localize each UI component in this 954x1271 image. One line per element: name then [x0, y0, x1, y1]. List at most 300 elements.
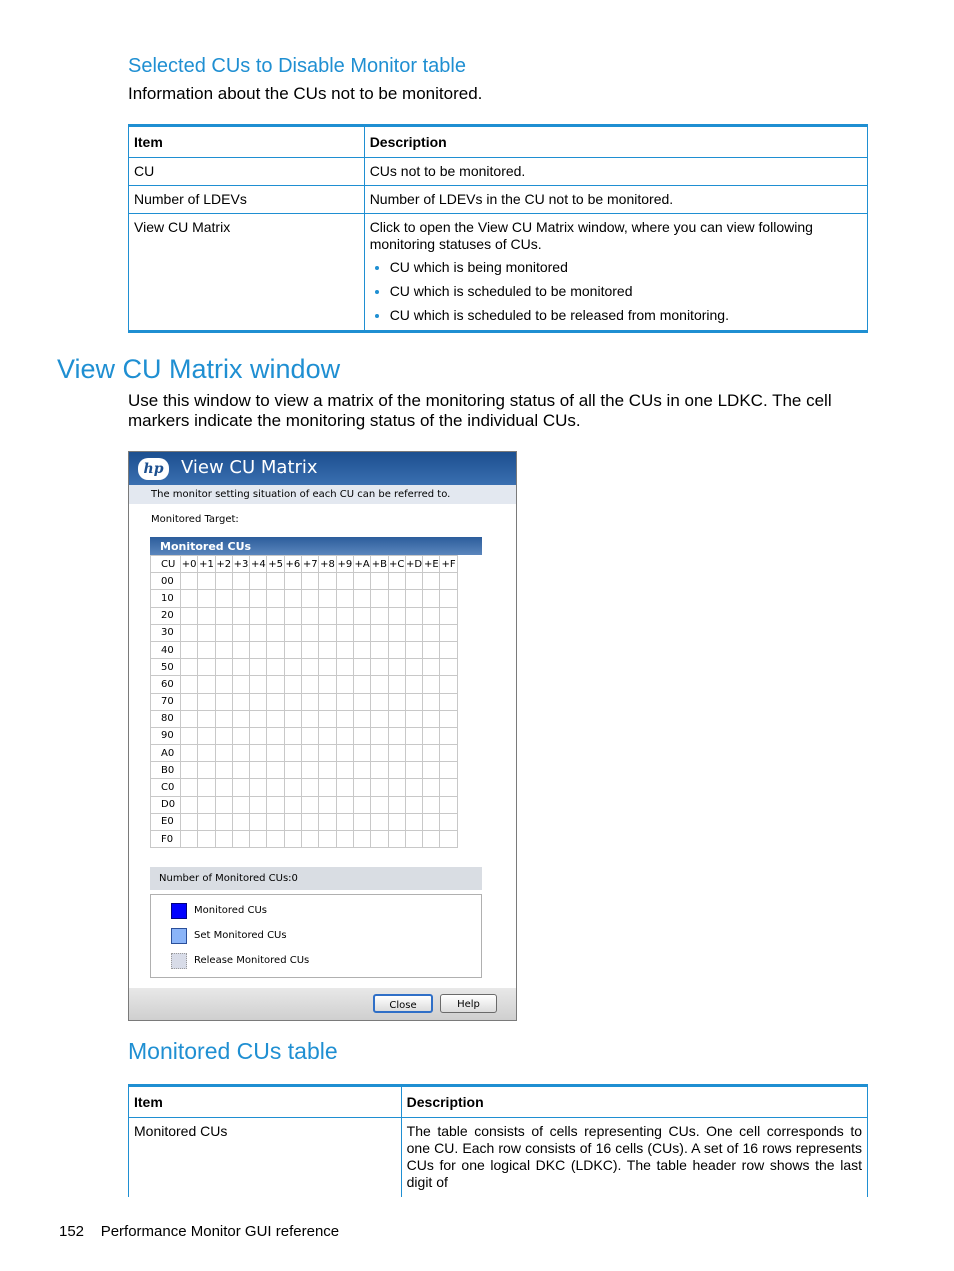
- table-row: [129, 214, 868, 332]
- cu-cell: [319, 796, 336, 813]
- cu-cell: [423, 641, 440, 658]
- grid-row: [151, 659, 458, 676]
- cu-cell: [423, 659, 440, 676]
- cu-cell: [405, 693, 422, 710]
- cu-cell: [440, 762, 457, 779]
- cu-cell: [388, 659, 405, 676]
- cu-cell: [284, 779, 301, 796]
- legend-label: Release Monitored CUs: [194, 955, 310, 966]
- cu-cell: [181, 573, 198, 590]
- cu-cell: [319, 831, 336, 848]
- cu-cell: [319, 727, 336, 744]
- cell-description: [364, 214, 867, 332]
- cu-cell: [388, 831, 405, 848]
- cu-cell: [353, 573, 370, 590]
- grid-column-header: +8: [319, 556, 336, 573]
- list-item: • CU which is being monitored: [390, 259, 862, 276]
- grid-row-label: D0: [151, 796, 181, 813]
- cu-cell: [405, 676, 422, 693]
- cell-item: Monitored CUs: [129, 1118, 402, 1198]
- cu-cell: [232, 813, 249, 830]
- cu-cell: [388, 745, 405, 762]
- cu-cell: [215, 590, 232, 607]
- section-heading-monitored-cus-table: Monitored CUs table: [128, 1038, 338, 1064]
- close-button[interactable]: Close: [373, 994, 433, 1013]
- cu-cell: [353, 624, 370, 641]
- cu-cell: [405, 607, 422, 624]
- grid-row-label: 50: [151, 659, 181, 676]
- grid-row-label: 20: [151, 607, 181, 624]
- cu-cell: [181, 779, 198, 796]
- grid-column-header: +1: [198, 556, 215, 573]
- cu-cell: [319, 745, 336, 762]
- grid-row: [151, 676, 458, 693]
- cu-cell: [215, 813, 232, 830]
- legend-item: [171, 903, 267, 919]
- window-title-bar: [129, 452, 516, 485]
- cu-cell: [302, 762, 319, 779]
- grid-row: [151, 710, 458, 727]
- cu-cell: [181, 624, 198, 641]
- cu-cell: [405, 779, 422, 796]
- window-subtitle: [129, 485, 516, 504]
- grid-column-header: +7: [302, 556, 319, 573]
- cu-cell: [284, 745, 301, 762]
- grid-row-label: C0: [151, 779, 181, 796]
- cu-cell: [215, 641, 232, 658]
- grid-row-label: 80: [151, 710, 181, 727]
- grid-row: [151, 745, 458, 762]
- cu-cell: [302, 831, 319, 848]
- cu-cell: [423, 624, 440, 641]
- cu-cell: [336, 796, 353, 813]
- grid-header-row: [151, 556, 458, 573]
- cu-cell: [405, 762, 422, 779]
- cu-cell: [250, 590, 267, 607]
- cu-cell: [371, 693, 388, 710]
- cu-cell: [336, 676, 353, 693]
- cu-cell: [232, 727, 249, 744]
- cu-cell: [336, 813, 353, 830]
- cu-cell: [405, 745, 422, 762]
- cu-cell: [232, 624, 249, 641]
- grid-column-header: +2: [215, 556, 232, 573]
- cu-cell: [215, 693, 232, 710]
- cu-cell: [440, 641, 457, 658]
- cu-cell: [215, 710, 232, 727]
- view-cu-matrix-window: [128, 451, 517, 1021]
- cu-cell: [371, 641, 388, 658]
- cu-cell: [267, 779, 284, 796]
- monitored-target-label: Monitored Target:: [151, 514, 239, 525]
- cu-cell: [267, 710, 284, 727]
- cu-cell: [336, 590, 353, 607]
- cu-cell: [440, 813, 457, 830]
- cu-cell: [405, 624, 422, 641]
- section-heading-view-cu-matrix: View CU Matrix window: [57, 354, 341, 384]
- cu-cell: [232, 796, 249, 813]
- cu-cell: [319, 641, 336, 658]
- cu-cell: [250, 607, 267, 624]
- grid-row-label: 70: [151, 693, 181, 710]
- cu-cell: [371, 727, 388, 744]
- grid-row-label: 90: [151, 727, 181, 744]
- cu-cell: [250, 745, 267, 762]
- legend: [150, 894, 482, 978]
- cu-cell: [267, 745, 284, 762]
- cu-cell: [232, 745, 249, 762]
- grid-corner-label: CU: [151, 556, 181, 573]
- cu-cell: [181, 693, 198, 710]
- grid-row: [151, 831, 458, 848]
- cu-cell: [215, 573, 232, 590]
- cu-cell: [405, 590, 422, 607]
- cu-cell: [353, 831, 370, 848]
- cu-cell: [423, 727, 440, 744]
- cu-cell: [371, 659, 388, 676]
- cu-cell: [198, 727, 215, 744]
- cu-cell: [336, 659, 353, 676]
- legend-label: Monitored CUs: [194, 905, 267, 916]
- grid-row-label: 10: [151, 590, 181, 607]
- cu-cell: [232, 676, 249, 693]
- cu-cell: [198, 813, 215, 830]
- monitored-cus-table: [128, 1084, 868, 1197]
- cu-cell: [302, 573, 319, 590]
- cu-cell: [423, 573, 440, 590]
- cu-cell: [371, 710, 388, 727]
- grid-column-header: +0: [181, 556, 198, 573]
- cu-cell: [232, 762, 249, 779]
- cu-cell: [215, 676, 232, 693]
- table-row: [129, 158, 868, 186]
- cu-cell: [353, 745, 370, 762]
- grid-row-label: 60: [151, 676, 181, 693]
- header-item: Item: [129, 1086, 402, 1118]
- cu-cell: [353, 659, 370, 676]
- grid-row-label: B0: [151, 762, 181, 779]
- grid-row: [151, 762, 458, 779]
- subtitle-text: The monitor setting situation of each CU can be referred to.: [151, 489, 451, 500]
- cu-cell: [232, 710, 249, 727]
- cu-cell: [423, 762, 440, 779]
- cu-cell: [198, 796, 215, 813]
- cu-cell: [284, 573, 301, 590]
- grid-column-header: +4: [250, 556, 267, 573]
- cu-cell: [371, 779, 388, 796]
- cu-cell: [267, 607, 284, 624]
- cu-cell: [198, 831, 215, 848]
- cu-cell: [388, 813, 405, 830]
- cu-cell: [336, 745, 353, 762]
- cu-cell: [371, 796, 388, 813]
- cu-cell: [250, 693, 267, 710]
- cu-cell: [388, 641, 405, 658]
- cu-cell: [250, 762, 267, 779]
- cu-cell: [319, 624, 336, 641]
- cu-cell: [336, 641, 353, 658]
- legend-label: Set Monitored CUs: [194, 930, 287, 941]
- legend-item: [171, 953, 310, 969]
- cu-cell: [181, 710, 198, 727]
- cu-cell: [198, 745, 215, 762]
- grid-row: [151, 607, 458, 624]
- cu-cell: [250, 624, 267, 641]
- cu-cell: [319, 573, 336, 590]
- grid-row: [151, 693, 458, 710]
- cu-cell: [232, 659, 249, 676]
- grid-column-header: +3: [232, 556, 249, 573]
- monitored-cus-panel-title: Monitored CUs: [150, 537, 482, 555]
- cu-cell: [353, 693, 370, 710]
- status-list: [370, 259, 862, 324]
- cu-cell: [302, 693, 319, 710]
- cu-cell: [302, 624, 319, 641]
- cu-cell: [371, 590, 388, 607]
- grid-row-label: 40: [151, 641, 181, 658]
- list-item: • CU which is scheduled to be released from monitoring.: [390, 307, 862, 324]
- cu-cell: [319, 813, 336, 830]
- cu-cell: [198, 641, 215, 658]
- cu-cell: [250, 727, 267, 744]
- cu-cell: [440, 831, 457, 848]
- cu-cell: [336, 727, 353, 744]
- cu-cell: [232, 573, 249, 590]
- grid-row: [151, 624, 458, 641]
- section-intro: Use this window to view a matrix of the monitoring status of all the CUs in one LDKC. The cell markers indicate the monitoring status of the individual CUs.: [128, 391, 832, 430]
- cu-cell: [302, 641, 319, 658]
- cu-cell: [250, 779, 267, 796]
- cu-cell: [284, 641, 301, 658]
- grid-row-label: 30: [151, 624, 181, 641]
- cu-cell: [215, 779, 232, 796]
- header-description: Description: [401, 1086, 867, 1118]
- cu-cell: [198, 710, 215, 727]
- cu-cell: [336, 573, 353, 590]
- cu-cell: [336, 779, 353, 796]
- window-title: View CU Matrix: [181, 457, 318, 478]
- cu-matrix-grid: [150, 555, 458, 848]
- grid-column-header: +C: [388, 556, 405, 573]
- cu-cell: [232, 779, 249, 796]
- cu-cell: [371, 762, 388, 779]
- cu-cell: [215, 762, 232, 779]
- cu-cell: [181, 745, 198, 762]
- cu-cell: [302, 796, 319, 813]
- set-monitored-swatch-icon: [171, 928, 187, 944]
- grid-column-header: +6: [284, 556, 301, 573]
- cu-cell: [388, 590, 405, 607]
- section-intro: Information about the CUs not to be monitored.: [128, 84, 483, 103]
- section-heading-selected-cus: Selected CUs to Disable Monitor table: [128, 55, 466, 77]
- cu-cell: [319, 762, 336, 779]
- cu-cell: [405, 573, 422, 590]
- cu-cell: [405, 813, 422, 830]
- cu-cell: [388, 779, 405, 796]
- cu-cell: [250, 710, 267, 727]
- cu-cell: [388, 573, 405, 590]
- cu-cell: [250, 641, 267, 658]
- cu-cell: [250, 573, 267, 590]
- table-header-row: [129, 1086, 868, 1118]
- cu-cell: [284, 590, 301, 607]
- cu-cell: [388, 693, 405, 710]
- cu-cell: [336, 693, 353, 710]
- cu-cell: [405, 710, 422, 727]
- cu-cell: [215, 624, 232, 641]
- cu-cell: [405, 796, 422, 813]
- cell-item: View CU Matrix: [129, 214, 365, 332]
- cu-cell: [440, 796, 457, 813]
- grid-row: [151, 573, 458, 590]
- cu-cell: [284, 624, 301, 641]
- cu-cell: [371, 676, 388, 693]
- cu-cell: [215, 607, 232, 624]
- grid-row: [151, 779, 458, 796]
- cu-cell: [319, 676, 336, 693]
- cu-cell: [353, 762, 370, 779]
- cu-cell: [336, 710, 353, 727]
- cu-cell: [267, 641, 284, 658]
- cu-cell: [319, 710, 336, 727]
- cu-cell: [440, 676, 457, 693]
- release-monitored-swatch-icon: [171, 953, 187, 969]
- cu-cell: [284, 831, 301, 848]
- grid-row: [151, 796, 458, 813]
- page-footer: [59, 1223, 339, 1240]
- page-number: 152: [59, 1223, 85, 1240]
- legend-item: [171, 928, 287, 944]
- cu-cell: [181, 641, 198, 658]
- cu-cell: [371, 813, 388, 830]
- cu-cell: [181, 607, 198, 624]
- grid-row: [151, 641, 458, 658]
- cu-cell: [440, 573, 457, 590]
- cu-cell: [302, 659, 319, 676]
- description-text: Click to open the View CU Matrix window, where you can view following monitoring statuses of CUs.: [369, 219, 813, 252]
- cu-cell: [198, 590, 215, 607]
- cu-cell: [284, 693, 301, 710]
- cu-cell: [181, 676, 198, 693]
- cu-cell: [250, 831, 267, 848]
- cu-cell: [215, 831, 232, 848]
- cu-cell: [302, 710, 319, 727]
- cu-cell: [440, 779, 457, 796]
- cu-cell: [284, 727, 301, 744]
- cu-cell: [440, 624, 457, 641]
- selected-cus-table: [128, 124, 868, 333]
- cu-cell: [267, 813, 284, 830]
- cu-cell: [423, 796, 440, 813]
- cu-cell: [319, 590, 336, 607]
- cu-cell: [302, 676, 319, 693]
- monitored-count: Number of Monitored CUs:0: [150, 867, 482, 890]
- grid-row: [151, 590, 458, 607]
- cu-cell: [267, 590, 284, 607]
- cu-cell: [353, 710, 370, 727]
- cu-cell: [353, 779, 370, 796]
- cu-cell: [388, 727, 405, 744]
- cu-cell: [232, 831, 249, 848]
- monitored-swatch-icon: [171, 903, 187, 919]
- cu-cell: [232, 590, 249, 607]
- cu-cell: [440, 710, 457, 727]
- cu-cell: [181, 813, 198, 830]
- cu-cell: [302, 813, 319, 830]
- cu-cell: [198, 573, 215, 590]
- cu-cell: [353, 590, 370, 607]
- cu-cell: [405, 659, 422, 676]
- cu-cell: [336, 831, 353, 848]
- cu-cell: [215, 745, 232, 762]
- cu-cell: [198, 676, 215, 693]
- cu-cell: [181, 831, 198, 848]
- cu-cell: [423, 676, 440, 693]
- cu-cell: [302, 607, 319, 624]
- grid-row-label: 00: [151, 573, 181, 590]
- cu-cell: [353, 727, 370, 744]
- cell-item: CU: [129, 158, 365, 186]
- cu-cell: [388, 762, 405, 779]
- grid-column-header: +E: [423, 556, 440, 573]
- cu-cell: [232, 607, 249, 624]
- cu-cell: [181, 590, 198, 607]
- cu-cell: [336, 607, 353, 624]
- cu-cell: [319, 693, 336, 710]
- grid-row: [151, 727, 458, 744]
- cu-cell: [423, 590, 440, 607]
- grid-row-label: E0: [151, 813, 181, 830]
- cu-cell: [405, 831, 422, 848]
- cu-cell: [371, 573, 388, 590]
- help-button[interactable]: Help: [440, 994, 497, 1013]
- cu-cell: [267, 676, 284, 693]
- grid-column-header: +5: [267, 556, 284, 573]
- table-header-row: [129, 126, 868, 158]
- cu-cell: [267, 727, 284, 744]
- cu-cell: [232, 641, 249, 658]
- grid-column-header: +F: [440, 556, 457, 573]
- grid-row-label: F0: [151, 831, 181, 848]
- grid-column-header: +D: [405, 556, 422, 573]
- cu-cell: [371, 831, 388, 848]
- cu-cell: [250, 796, 267, 813]
- grid-column-header: +B: [371, 556, 388, 573]
- cu-cell: [267, 659, 284, 676]
- cu-cell: [267, 693, 284, 710]
- cu-cell: [371, 745, 388, 762]
- cu-cell: [267, 796, 284, 813]
- footer-title: Performance Monitor GUI reference: [100, 1223, 340, 1240]
- cu-cell: [302, 745, 319, 762]
- cu-cell: [423, 607, 440, 624]
- grid-column-header: +A: [353, 556, 370, 573]
- cu-cell: [371, 624, 388, 641]
- cu-cell: [250, 676, 267, 693]
- cu-cell: [302, 779, 319, 796]
- grid-column-header: +9: [336, 556, 353, 573]
- cu-cell: [353, 641, 370, 658]
- cu-cell: [423, 693, 440, 710]
- cu-cell: [181, 659, 198, 676]
- cell-description: CUs not to be monitored.: [364, 158, 867, 186]
- list-item: • CU which is scheduled to be monitored: [390, 283, 862, 300]
- cu-cell: [284, 676, 301, 693]
- grid-row-label: A0: [151, 745, 181, 762]
- cu-cell: [440, 590, 457, 607]
- cu-cell: [250, 813, 267, 830]
- cu-cell: [388, 710, 405, 727]
